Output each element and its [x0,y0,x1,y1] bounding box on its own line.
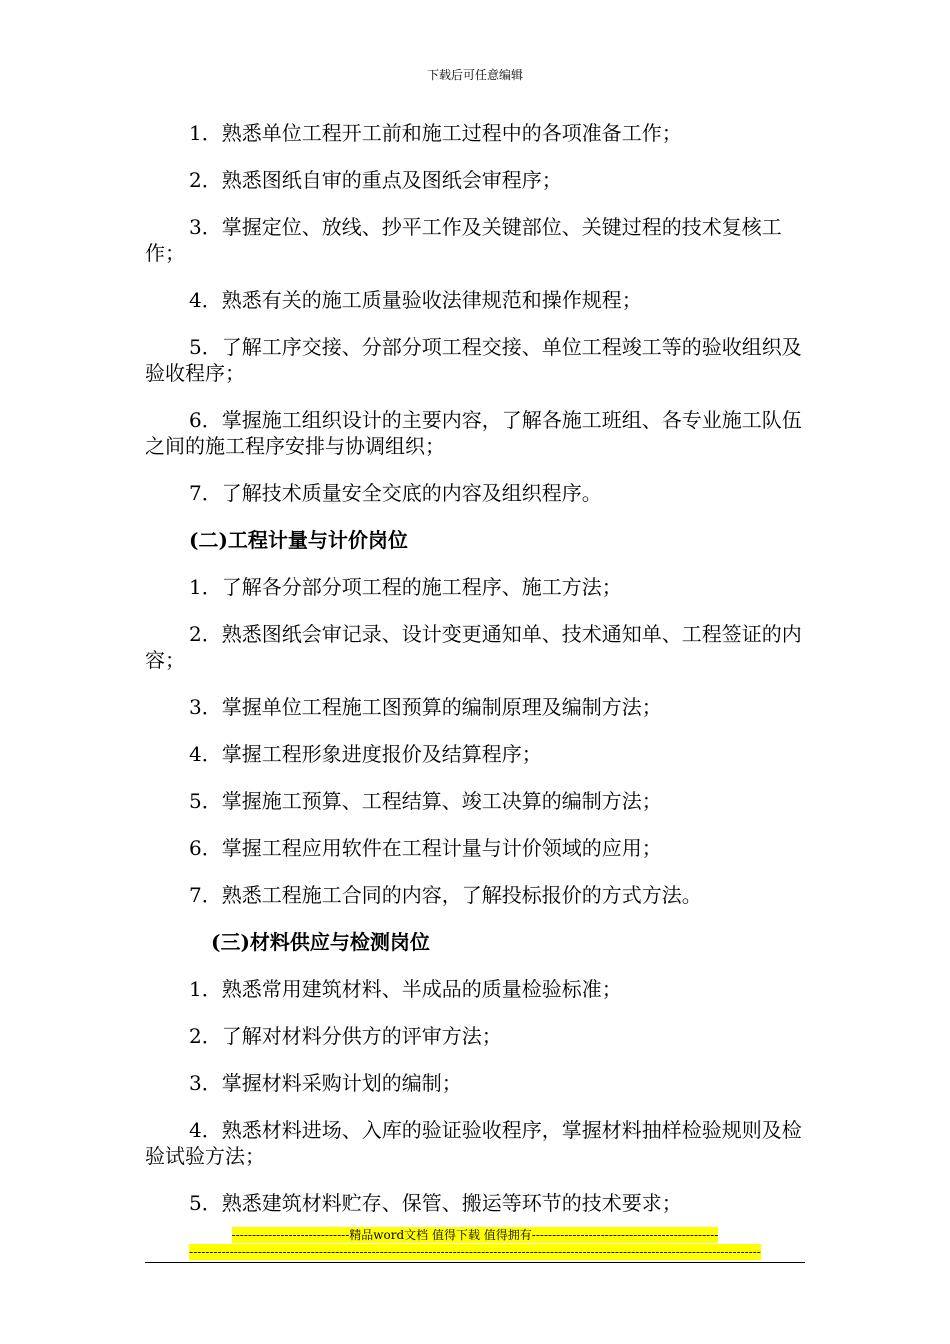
list-item: 1．了解各分部分项工程的施工程序、施工方法； [189,575,622,599]
list-item: 1．熟悉单位工程开工前和施工过程中的各项准备工作； [189,121,682,145]
document-body [145,120,805,1237]
list-item: 5．掌握施工预算、工程结算、竣工决算的编制方法； [189,789,662,813]
section-heading: (三)材料供应与检测岗位 [211,930,430,954]
footer-banner-line: -----------------------------精品word文档 值得下载 值得拥有---------------------------------------------- [231,1228,719,1242]
list-item: 4．掌握工程形象进度报价及结算程序； [189,742,542,766]
list-item: 5．了解工序交接、分部分项工程交接、单位工程竣工等的验收组织及验收程序； [145,335,802,385]
footer-rule [145,1262,805,1263]
list-item: 4．熟悉有关的施工质量验收法律规范和操作规程； [189,288,642,312]
list-item: 2．了解对材料分供方的评审方法； [189,1024,502,1048]
section-heading: (二)工程计量与计价岗位 [189,528,408,552]
list-item: 7．熟悉工程施工合同的内容，了解投标报价的方式方法。 [189,883,702,907]
list-item: 5．熟悉建筑材料贮存、保管、搬运等环节的技术要求； [189,1191,682,1215]
list-item: 3．掌握单位工程施工图预算的编制原理及编制方法； [189,695,662,719]
list-item: 7．了解技术质量安全交底的内容及组织程序。 [189,481,602,505]
list-item: 6．掌握施工组织设计的主要内容，了解各施工班组、各专业施工队伍之间的施工程序安排与协调组织； [145,408,802,458]
page-footer [0,1228,950,1262]
list-item: 2．熟悉图纸会审记录、设计变更通知单、技术通知单、工程签证的内容； [145,622,802,672]
page-header: 下载后可任意编辑 [426,68,523,82]
list-item: 1．熟悉常用建筑材料、半成品的质量检验标准； [189,977,622,1001]
list-item: 3．掌握材料采购计划的编制； [189,1071,462,1095]
list-item: 4．熟悉材料进场、入库的验证验收程序，掌握材料抽样检验规则及检验试验方法； [145,1118,802,1168]
list-item: 2．熟悉图纸自审的重点及图纸会审程序； [189,168,562,192]
list-item: 3．掌握定位、放线、抄平工作及关键部位、关键过程的技术复核工作； [145,215,782,265]
footer-dashed-line: --------------------------------------------------------------------------------------------------------------------------------------------- [189,1245,761,1259]
list-item: 6．掌握工程应用软件在工程计量与计价领域的应用； [189,836,662,860]
